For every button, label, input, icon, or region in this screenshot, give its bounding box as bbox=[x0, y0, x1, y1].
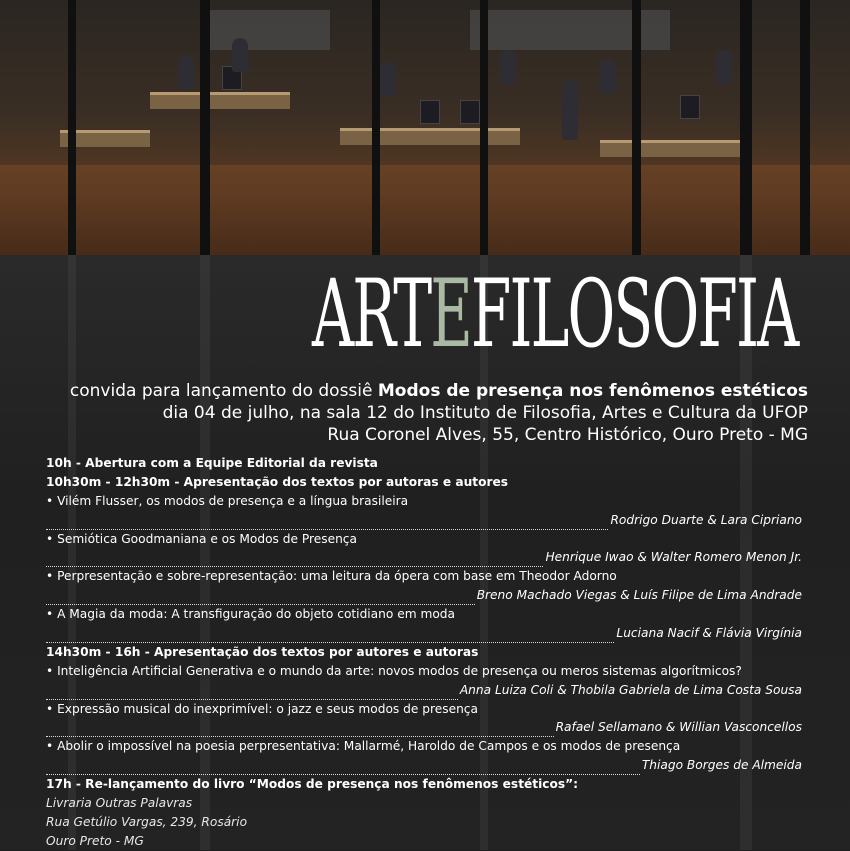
title-art: ART bbox=[312, 260, 431, 369]
talk-title: • Expressão musical do inexprimível: o jazz e seus modos de presença bbox=[46, 700, 802, 719]
leader-dots bbox=[46, 687, 458, 700]
program bbox=[46, 454, 802, 851]
invitation-date: dia 04 de julho, na sala 12 do Instituto de Filosofia, Artes e Cultura da UFOP bbox=[162, 403, 808, 423]
photo-monitor bbox=[420, 100, 440, 124]
dossier-title: Modos de presença nos fenômenos estéticos bbox=[377, 381, 808, 401]
author-names: Anna Luiza Coli & Thobila Gabriela de Lima Costa Sousa bbox=[459, 682, 802, 697]
talk-authors bbox=[46, 681, 802, 700]
talk-authors bbox=[46, 548, 802, 567]
venue-name: Livraria Outras Palavras bbox=[46, 796, 193, 811]
talk-title: • Semiótica Goodmaniana e os Modos de Presença bbox=[46, 530, 802, 549]
window-frame bbox=[68, 0, 76, 255]
talk-title: • Inteligência Artificial Generativa e o mundo da arte: novos modos de presença ou meros sistemas algorítmicos? bbox=[46, 662, 802, 681]
leader-dots bbox=[46, 592, 475, 605]
talk-title: • Perpresentação e sobre-representação: uma leitura da ópera com base em Theodor Adorno bbox=[46, 567, 802, 586]
talk-authors bbox=[46, 718, 802, 737]
photo-person bbox=[562, 80, 578, 140]
author-names: Rodrigo Duarte & Lara Cipriano bbox=[610, 512, 802, 527]
photo-person bbox=[178, 55, 194, 89]
leader-dots bbox=[46, 762, 640, 775]
author-names: Breno Machado Viegas & Luís Filipe de Lima Andrade bbox=[476, 588, 802, 603]
talk-title: • A Magia da moda: A transfiguração do objeto cotidiano em moda bbox=[46, 605, 802, 624]
leader-dots bbox=[46, 630, 614, 643]
photo-person bbox=[600, 60, 616, 94]
photo-desk bbox=[150, 92, 290, 109]
title-e: E bbox=[430, 260, 471, 369]
title-filosofia: FILOSOFIA bbox=[470, 260, 798, 369]
photo-desk bbox=[340, 128, 520, 145]
talk-title: • Vilém Flusser, os modos de presença e a língua brasileira bbox=[46, 492, 802, 511]
window-frame bbox=[740, 0, 752, 255]
window-frame bbox=[632, 0, 641, 255]
talk-authors bbox=[46, 511, 802, 530]
author-names: Rafael Sellamano & Willian Vasconcellos bbox=[555, 720, 802, 735]
photo-desk bbox=[600, 140, 740, 157]
poster-title bbox=[312, 260, 798, 369]
invitation-address: Rua Coronel Alves, 55, Centro Histórico, Ouro Preto - MG bbox=[327, 425, 808, 445]
photo-floor bbox=[0, 165, 850, 255]
author-names: Luciana Nacif & Flávia Virgínia bbox=[616, 626, 802, 640]
window-frame bbox=[480, 0, 488, 255]
session-heading: 14h30m - 16h - Apresentação dos textos por autores e autoras bbox=[46, 644, 479, 659]
author-names: Thiago Borges de Almeida bbox=[641, 758, 802, 773]
invitation-line bbox=[70, 380, 808, 402]
program-opening: 10h - Abertura com a Equipe Editorial da revista bbox=[46, 456, 378, 470]
photo-person bbox=[716, 50, 732, 84]
talk-authors bbox=[46, 624, 802, 643]
talk-authors bbox=[46, 586, 802, 605]
window-frame bbox=[800, 0, 810, 255]
invitation-prefix: convida para lançamento do dossiê bbox=[69, 381, 378, 401]
photo-person bbox=[380, 62, 396, 96]
leader-dots bbox=[46, 554, 543, 567]
photo-person bbox=[500, 50, 516, 84]
leader-dots bbox=[46, 517, 608, 530]
session-heading: 10h30m - 12h30m - Apresentação dos textos por autoras e autores bbox=[46, 474, 508, 489]
talk-authors bbox=[46, 756, 802, 775]
venue-city: Ouro Preto - MG bbox=[46, 833, 144, 848]
talk-title: • Abolir o impossível na poesia perpresentativa: Mallarmé, Haroldo de Campos e os modos de presença bbox=[46, 737, 802, 756]
photo-monitor bbox=[680, 95, 700, 119]
photo-monitor bbox=[460, 100, 480, 124]
relaunch-heading: 17h - Re-lançamento do livro “Modos de presença nos fenômenos estéticos”: bbox=[46, 777, 579, 792]
photo-person bbox=[232, 38, 248, 72]
author-names: Henrique Iwao & Walter Romero Menon Jr. bbox=[545, 550, 802, 565]
invitation-text bbox=[70, 380, 808, 446]
library-photo bbox=[0, 0, 850, 255]
venue-street: Rua Getúlio Vargas, 239, Rosário bbox=[46, 814, 248, 829]
leader-dots bbox=[46, 724, 554, 737]
window-frame bbox=[200, 0, 210, 255]
window-frame bbox=[372, 0, 380, 255]
photo-shelf bbox=[210, 10, 330, 50]
